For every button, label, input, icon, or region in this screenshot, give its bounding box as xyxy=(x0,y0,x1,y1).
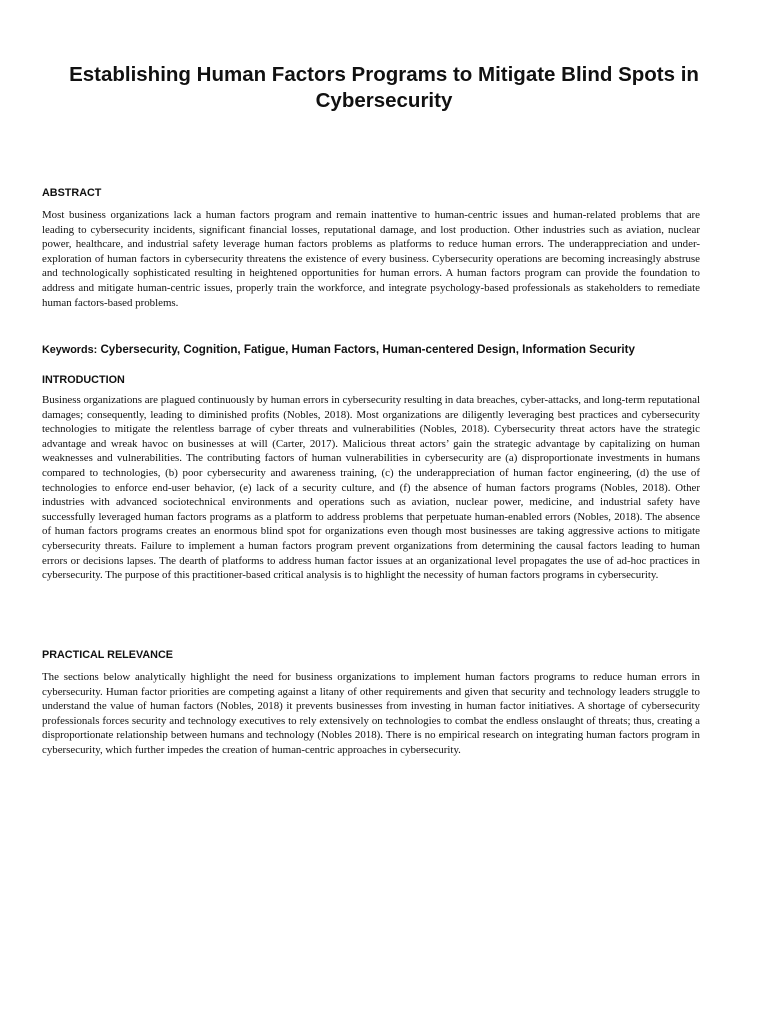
abstract-heading: ABSTRACT xyxy=(42,187,102,199)
abstract-text: Most business organizations lack a human factors program and remain inattentive to human-centric issues and human-related problems that are leading to cybersecurity incidents, significant financial losses, reputational damage, and lost production. Other industries such as aviation, nuclear power, healthcare, and industrial safety leverage human factors problems as platforms to reduce human errors. The underappreciation and under-exploration of human factors in cybersecurity threatens the existence of every business. Cybersecurity operations are becoming increasingly abstruse and technologically sophisticated resulting in heightened opportunities for human errors. A human factors program can provide the foundation to address and mitigate human-centric issues, properly train the workforce, and integrate psychology-based professionals as stakeholders to remediate human factors-based problems. xyxy=(42,209,700,309)
practical-relevance-text: The sections below analytically highlight the need for business organizations to implement human factors programs to reduce human errors in cybersecurity. Human factor priorities are competing against a litany of other requirements and given that security and technology leaders struggle to understand the value of human factors (Nobles, 2018) it prevents businesses from investing in human factor initiatives. A shortage of cybersecurity professionals forces security and technology executives to rely extensively on technologies to combat the endless onslaught of threats; thus, creating a disproportionate relationship between humans and technology (Nobles 2018). There is no empirical research on integrating human factors program in cybersecurity, which further impedes the creation of human-centric approaches in cybersecurity. xyxy=(42,671,700,756)
keywords-label: Keywords: xyxy=(42,344,98,356)
practical-relevance-heading: PRACTICAL RELEVANCE xyxy=(42,649,173,661)
introduction-heading: INTRODUCTION xyxy=(42,374,125,386)
paper-title: Establishing Human Factors Programs to Mitigate Blind Spots in Cybersecurity xyxy=(69,63,699,112)
keywords-list: Cybersecurity, Cognition, Fatigue, Human Factors, Human-centered Design, Information Security xyxy=(100,343,635,356)
keywords-line xyxy=(42,342,732,358)
introduction-text: Business organizations are plagued continuously by human errors in cybersecurity resulting in data breaches, cyber-attacks, and long-term reputational damages; consequently, leading to diminished profits (Nobles, 2018). Most organizations are diligently leveraging best practices and cybersecurity technologies to mitigate the relentless barrage of cyber threats and vulnerabilities (Nobles, 2018). Cybersecurity threat actors have the strategic advantage and wreak havoc on businesses at will (Carter, 2017). Malicious threat actors’ gain the strategic advantage by capitalizing on human weaknesses and vulnerabilities. The contributing factors of human vulnerabilities in cybersecurity are (a) disproportionate investments in humans compared to technologies, (b) poor cybersecurity and awareness training, (c) the underappreciation of human factor engineering, (d) the use of technologies to enforce end-user behavior, (e) lack of a security culture, and (f) the absence of human factors programs (Nobles, 2018). Other industries with advanced sociotechnical environments and operations such as aviation, nuclear power, medicine, and industrial safety have successfully leveraged human factors programs as a platform to address problems that perpetuate human-enabled errors (Nobles, 2018). The absence of human factors programs creates an enormous blind spot for organizations even though most businesses are taking aggressive actions to mitigate cybersecurity threats. Failure to implement a human factors program prevent organizations from determining the causal factors leading to human errors or decisions lapses. The dearth of platforms to address human factor issues at an organizational level propagates the use of ad-hoc practices in cybersecurity. The purpose of this practitioner-based critical analysis is to highlight the necessity of human factors programs in cybersecurity. xyxy=(42,394,700,582)
